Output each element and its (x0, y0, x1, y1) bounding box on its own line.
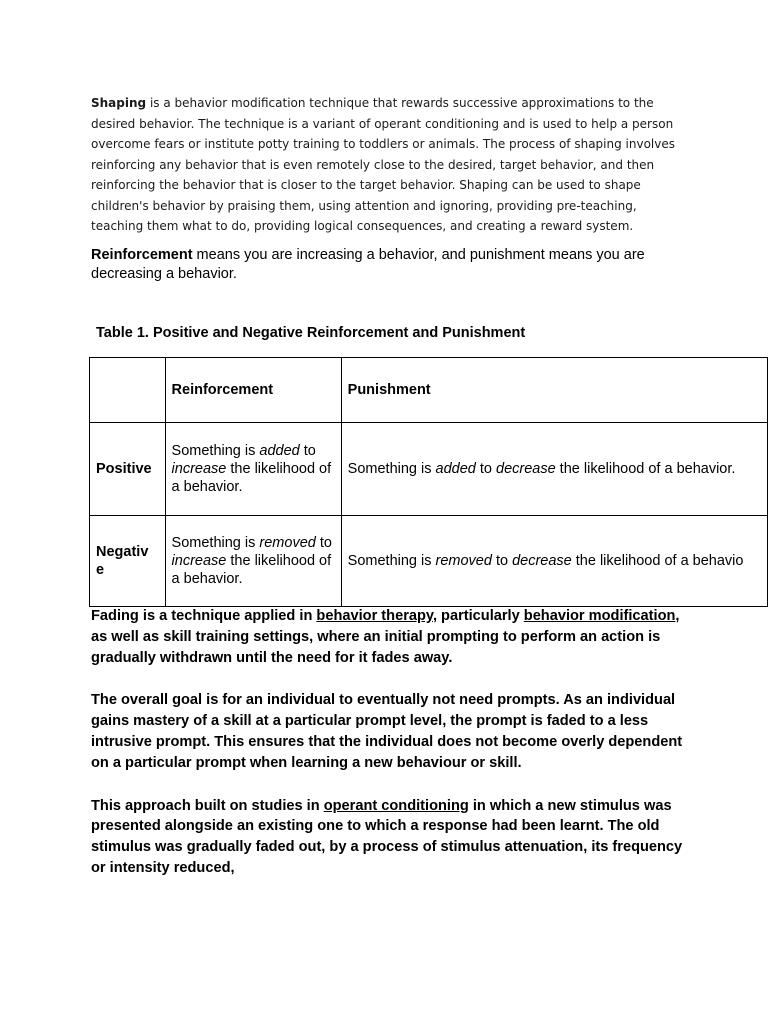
shaping-text: is a behavior modification technique that rewards successive approximations to the desired behavior. The technique is a variant of operant conditioning and is used to help a person overcome fears or institute potty training to toddlers or animals. The process of shaping involves reinforcing any behavior that is even remotely close to the desired, target behavior, and then reinforcing the behavior that is closer to the target behavior. Shaping can be used to shape children's behavior by praising them, using attention and ignoring, providing pre-teaching, teaching them what to do, providing logical consequences, and creating a reward system. (91, 96, 675, 233)
fading-paragraph-2: The overall goal is for an individual to eventually not need prompts. As an individual gains mastery of a skill at a particular prompt level, the prompt is faded to a less intrusive prompt. This ensures that the individual does not become overly dependent on a particular prompt when learning a new behaviour or skill. (91, 692, 683, 771)
behavior-modification-link[interactable]: behavior modification (523, 608, 676, 624)
negative-reinforcement-cell (165, 516, 341, 607)
table-header-row (90, 358, 768, 423)
cell-text: to (475, 461, 496, 477)
shaping-paragraph (91, 93, 691, 237)
fading-paragraph-3 (91, 796, 691, 879)
reinforcement-punishment-table (89, 357, 768, 607)
row-label-negative: Negativ e (90, 516, 166, 607)
cell-text: the likelihood of a behavior. (555, 461, 736, 477)
table-title: Table 1. Positive and Negative Reinforcement and Punishment (96, 325, 526, 341)
cell-direction: increase (171, 553, 227, 569)
fading-paragraph-1 (91, 606, 691, 668)
reinforcement-term: Reinforcement (91, 247, 193, 263)
operant-conditioning-link[interactable]: operant conditioning (323, 797, 469, 814)
reinforcement-text: means you are increasing a behavior, and punishment means you are decreasing a behavior. (91, 247, 645, 282)
reinforcement-paragraph (91, 246, 691, 283)
cell-text: to (299, 443, 316, 459)
cell-text: the likelihood of a behavio (571, 553, 744, 569)
cell-text: Something is (171, 443, 260, 459)
fading-text: , as well as skill training settings, where an initial prompting to perform an action is gradually withdrawn until the need for it fades away. (91, 608, 680, 666)
cell-verb: removed (259, 535, 316, 551)
cell-text: to (315, 535, 332, 551)
fading-text: Fading is a technique applied in (91, 608, 317, 624)
cell-direction: increase (171, 461, 227, 477)
cell-direction: decrease (496, 461, 556, 477)
cell-text: Something is (347, 553, 436, 569)
negative-punishment-cell (341, 516, 767, 607)
cell-text: the likelihood of a behavior. (171, 553, 332, 587)
behavior-therapy-link[interactable]: behavior therapy (316, 608, 433, 624)
positive-punishment-cell (341, 423, 767, 516)
cell-text: the likelihood of a behavior. (171, 461, 332, 495)
cell-verb: added (259, 443, 300, 459)
positive-reinforcement-cell (165, 423, 341, 516)
fading-section (91, 606, 691, 901)
cell-text: Something is (171, 535, 260, 551)
shaping-term: Shaping (91, 96, 147, 110)
table-row-positive (90, 423, 768, 516)
fading-text: This approach built on studies in (91, 797, 324, 814)
row-label-positive: Positive (90, 423, 166, 516)
header-empty-cell (90, 358, 166, 423)
cell-verb: added (435, 461, 476, 477)
fading-text: , particularly (432, 608, 524, 624)
cell-text: to (491, 553, 513, 569)
cell-direction: decrease (512, 553, 572, 569)
cell-verb: removed (435, 553, 492, 569)
header-punishment: Punishment (341, 358, 767, 423)
cell-text: Something is (347, 461, 436, 477)
header-reinforcement: Reinforcement (165, 358, 341, 423)
fading-text: in which a new stimulus was presented alongside an existing one to which a response had been learnt. The old stimulus was gradually faded out, by a process of stimulus attenuation, its frequency or intensity reduced, (91, 797, 683, 876)
table-row-negative (90, 516, 768, 607)
